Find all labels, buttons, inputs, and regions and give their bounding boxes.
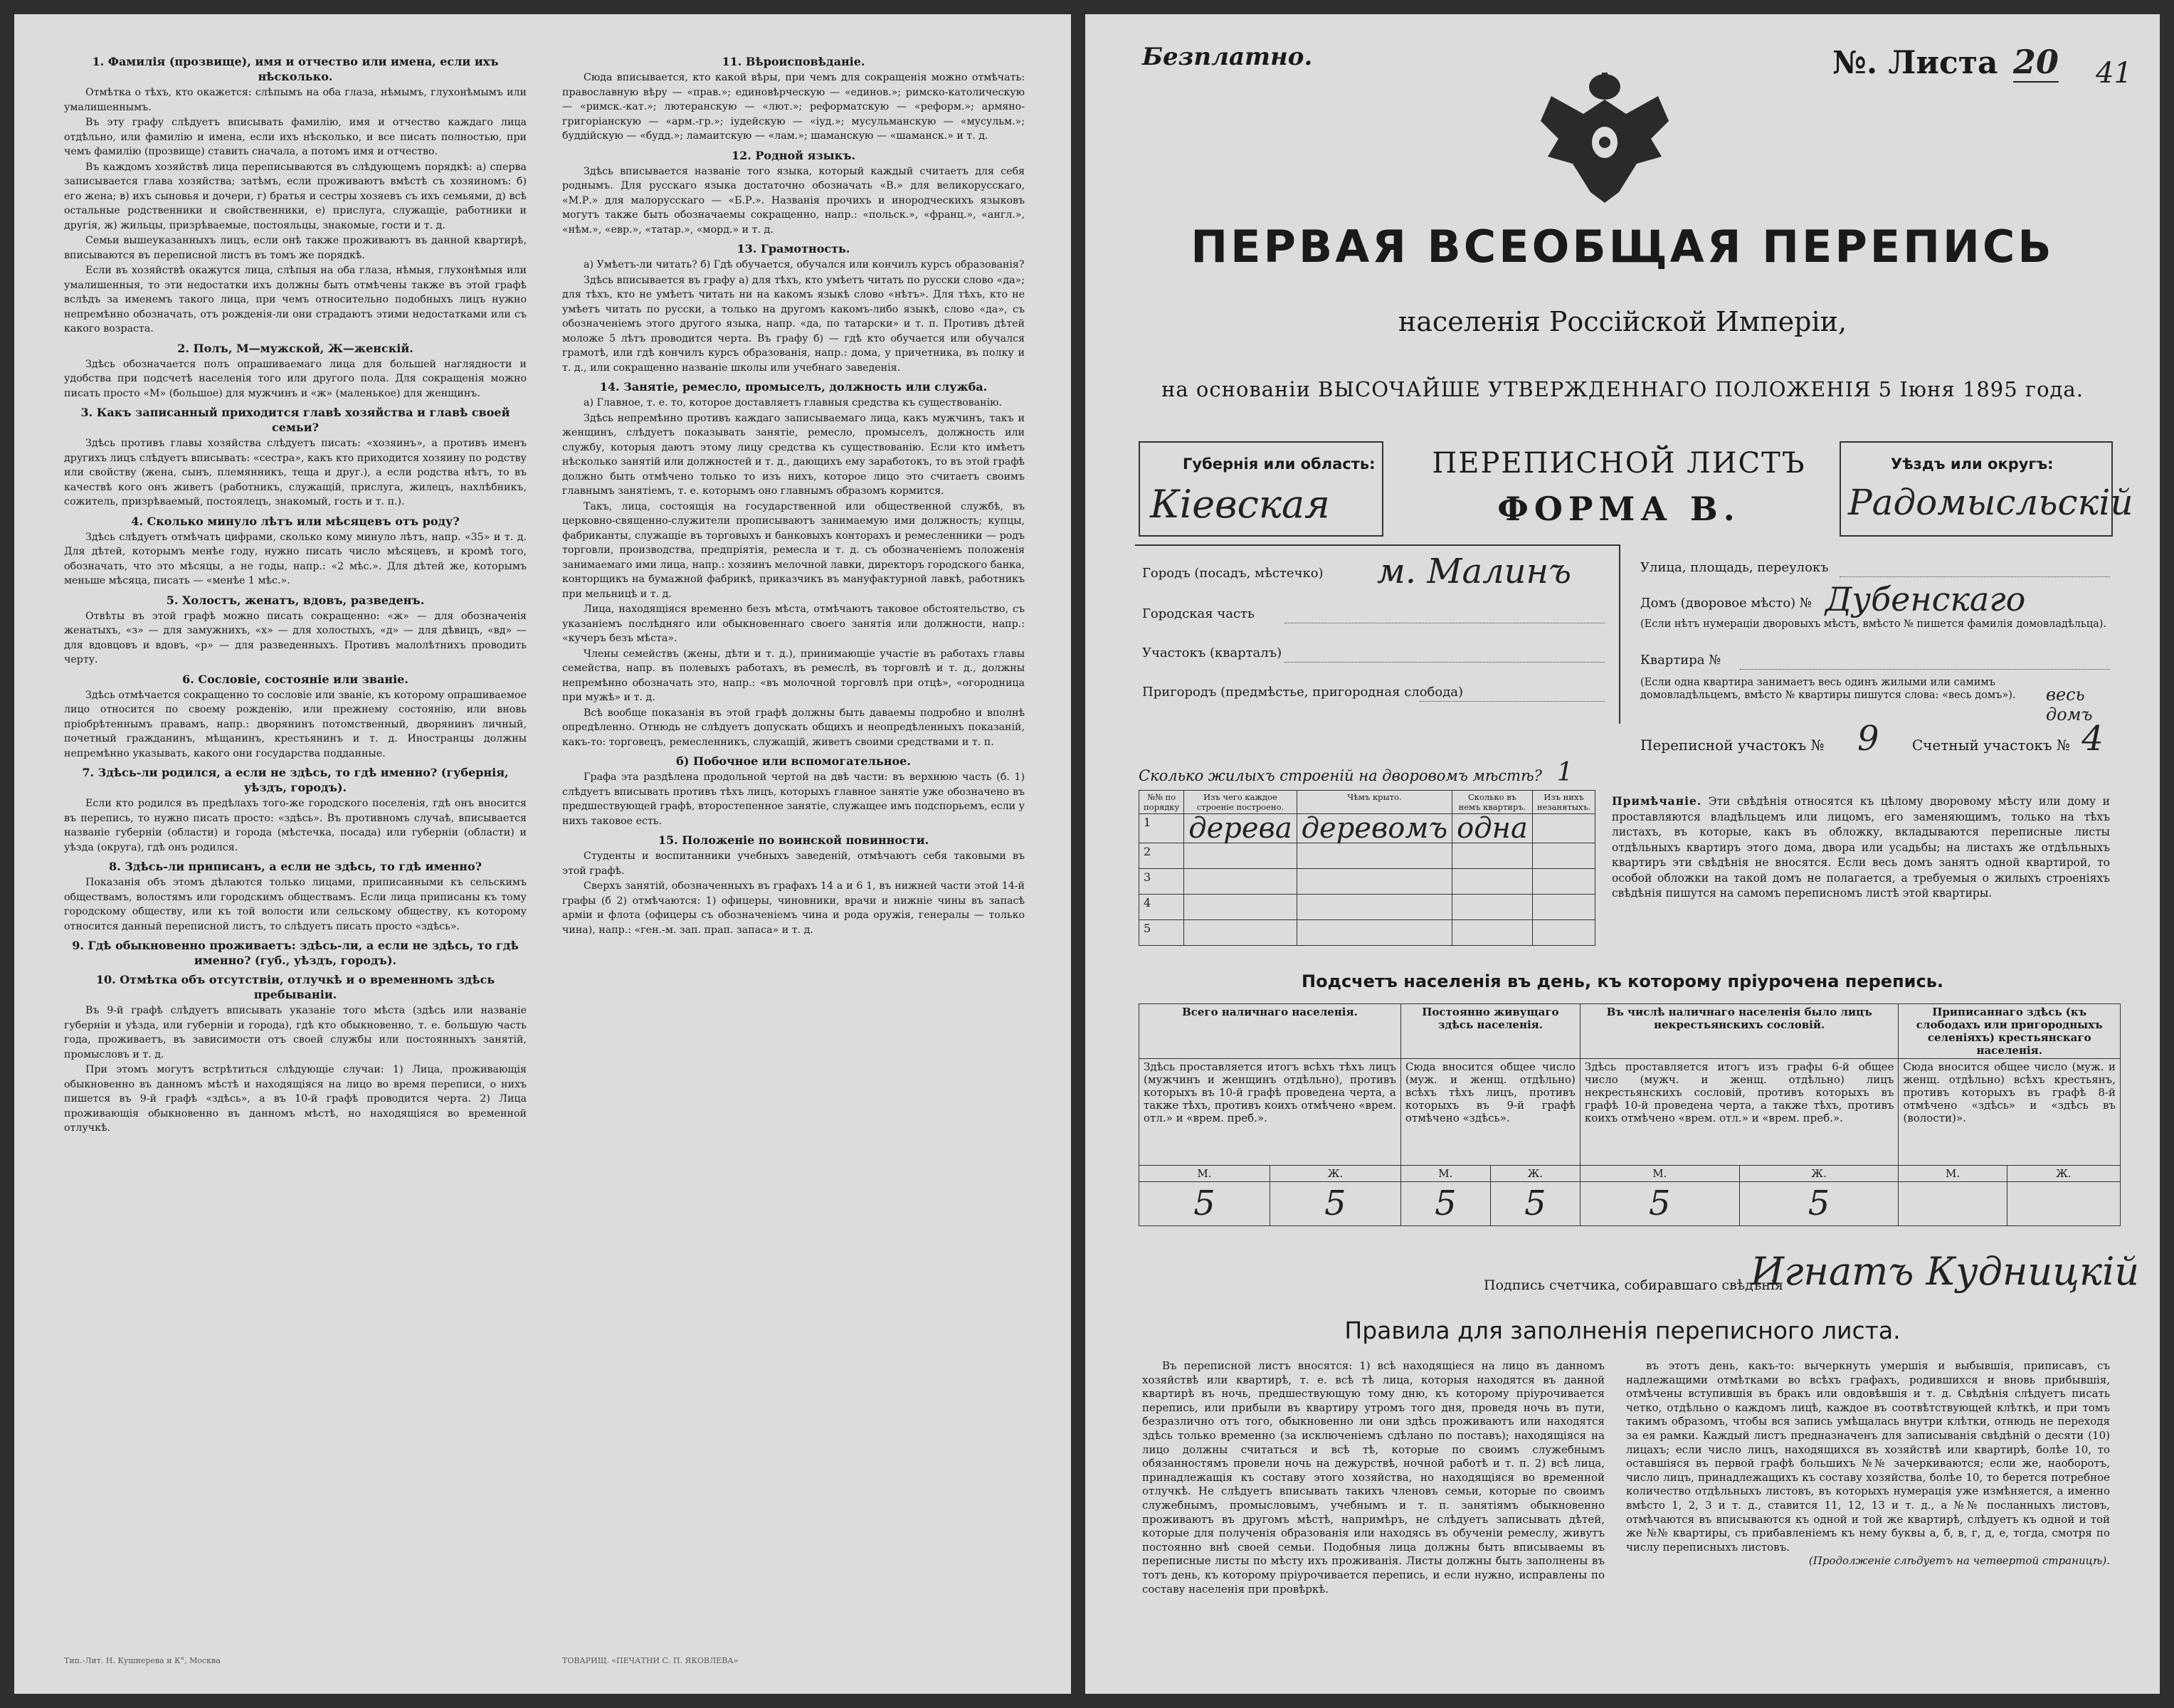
sheet-number-label: №. Листа 20	[1832, 43, 2059, 81]
section-heading: 2. Полъ, М—мужской, Ж—женскій.	[177, 341, 413, 355]
instruction-paragraph: Члены семействъ (жены, дѣти и т. д.), принимающіе участіе въ работахъ главы семейства, напр. въ полевыхъ работахъ, въ ремеслѣ, въ торговлѣ и т. д., должны непремѣнно обозначать это, напр.: «въ молочной торговлѣ при отцѣ», «огородница при мужѣ» и т. д.	[562, 648, 1025, 703]
section-heading: 14. Занятіе, ремесло, промыселъ, должность или служба.	[599, 380, 988, 394]
instruction-paragraph: Графа эта раздѣлена продольной чертой на двѣ части: въ верхнюю часть (б. 1) слѣдуетъ вписывать противъ тѣхъ лицъ, которыхъ главное занятіе уже обозначено въ предшествующей графѣ, второстепенное занятіе, служащее имъ подспорьемъ, если у нихъ таковое есть.	[562, 771, 1025, 827]
count-table-header: Всего наличнаго населенія. Постоянно живущаго здѣсь населенія. Въ числѣ наличнаго населенія было лицъ некрестьянскихъ сословій. Приписаннаго здѣсь (къ слободахъ или пригородныхъ селеніяхъ) крестьянскаго населенія.	[1139, 1004, 2121, 1059]
address-left-block: Городъ (посадъ, мѣстечко) м. Малинъ Городская часть Участокъ (кварталъ) Пригородъ (предмѣстье, пригородная слобода)	[1135, 544, 1620, 724]
instruction-paragraph: Въ эту графу слѣдуетъ вписывать фамилію, имя и отчество каждаго лица отдѣльно, или фамилію и имена, если ихъ нѣсколько, и все писать полностью, при чемъ фамилію (прозвище) ставить сначала, а потомъ имя и отчество.	[64, 117, 527, 157]
form-sheet-title: ПЕРЕПИСНОЙ ЛИСТЪ	[1432, 447, 1806, 480]
province-value: Кіевская	[1150, 482, 1330, 527]
section-heading: 12. Родной языкъ.	[731, 148, 856, 162]
city-value: м. Малинъ	[1377, 552, 1572, 591]
section-heading: 10. Отмѣтка объ отсутствіи, отлучкѣ и о временномъ здѣсь пребываніи.	[95, 973, 495, 1001]
rules-column-2: въ этотъ день, какъ-то: вычеркнуть умершія и выбывшія, приписавъ, съ надлежащими отмѣтками во всѣхъ графахъ, родившихся и вновь прибывшія, отмѣчены вступившія въ бракъ или овдовѣвшія и т. д. Свѣдѣнія слѣдуетъ писать четко, отдѣльно о каждомъ лицѣ, каждое въ соотвѣтствующей клѣткѣ, и при томъ такимъ образомъ, чтобы вся запись умѣщалась внутри клѣтки, отнюдь не переходя за ея рамки. Каждый листъ предназначенъ для записыванія свѣдѣній о десяти (10) лицахъ; если число лицъ, находящихся въ хозяйствѣ или квартирѣ, болѣе 10, то оставшіяся въ первой графѣ большихъ №№ зачеркиваются; если же, наоборотъ, число лицъ, принадлежащихъ къ составу хозяйства, болѣе 10, то берется потребное количество отдѣльныхъ листовъ, въ которыхъ нумерація уже измѣняется, а именно вмѣсто 1, 2, 3 и т. д., ставится 11, 12, 13 и т. д., а №№ посланныхъ листовъ, отмѣчаются въ вписываются къ одной и той же квартирѣ, слѣдуетъ къ одной и той же №№ квартиры, съ прибавленіемъ къ нему буквы а, б, в, г, д, е, тогда, смотря по числу переписныхъ листовъ. (Продолженіе слѣдуетъ на четвертой страницѣ).	[1626, 1359, 2110, 1568]
district-value: Радомысльскій	[1848, 482, 2133, 523]
instruction-paragraph: Здѣсь непремѣнно противъ каждаго записываемаго лица, какъ мужчинъ, такъ и женщинъ, слѣдуетъ показывать занятіе, ремесло, промыселъ, должность или службу, которыя даютъ этому лицу средства къ существованію. Если кто имѣетъ нѣсколько занятій или должностей и т. д., дающихъ ему заработокъ, то въ этой графѣ должно быть отмѣчено только то изъ нихъ, которое лицо это считаетъ своимъ главнымъ занятіемъ, т. е. которымъ оно главнымъ образомъ кормится.	[562, 412, 1025, 497]
signature-label: Подпись счетчика, собиравшаго свѣдѣнія	[1484, 1277, 1783, 1293]
apartment-value: весь домъ	[2046, 685, 2093, 724]
form-subtitle: населенія Россійской Имперіи,	[1398, 306, 1847, 337]
instructions-column-2	[562, 50, 1025, 938]
address-right-block: Улица, площадь, переулокъ Домъ (дворовое мѣсто) № Дубенскаго (Если нѣтъ нумераціи дворовыхъ мѣстъ, вмѣсто № пишется фамилія домовладѣльца). Квартира № (Если одна квартира занимаетъ весь одинъ жилыми или самимъ домовладѣльцемъ, вмѣсто № квартиры пишутся слова: «весь домъ»). весь домъ	[1626, 544, 2117, 758]
sheet-number-value: 20	[2012, 43, 2059, 81]
instruction-paragraph: Студенты и воспитанники учебныхъ заведеній, отмѣчаютъ себя таковыми въ этой графѣ.	[562, 850, 1025, 877]
printer-mark-left: Тип.-Лит. Н. Кушнерева и К°, Москва	[64, 1656, 221, 1665]
buildings-table-header: №№ по порядку Изъ чего каждое строеніе построено. Чѣмъ крыто. Сколько въ немъ квартиръ. Изъ нихъ незанятыхъ.	[1139, 791, 1595, 814]
imperial-eagle-icon	[1534, 71, 1676, 206]
table-row: 3	[1139, 869, 1595, 895]
rules-column-1: Въ переписной листъ вносятся: 1) всѣ находящіеся на лицо въ данномъ хозяйствѣ или квартирѣ, т. е. всѣ тѣ лица, которыя находятся въ данной квартирѣ въ ночь, предшествующую тому дню, къ которому пріурочивается перепись, или прибыли въ квартиру утромъ того дня, проведя ночь въ пути, безразлично отъ того, обыкновенно ли они здѣсь проживаютъ или находятся здѣсь только временно (за исключеніемъ сдѣлано по поставъ); находящіяся на лицо должны считаться и всѣ тѣ, которые по своимъ служебнымъ обязанностямъ провели ночь на дежурствѣ, ночной работѣ и т. п. 2) всѣ лица, принадлежащія къ составу этого хозяйства, но находящіяся во временной отлучкѣ. Не слѣдуетъ вписывать такихъ членовъ семьи, которые по своимъ служебнымъ, промысловымъ, учебнымъ и т. п. занятіямъ обыкновенно проживаютъ въ другомъ мѣстѣ, напримѣръ, не слѣдуетъ записывать дѣтей, которые для полученія образованія или находясь въ обученіи ремеслу, живутъ постоянно внѣ своей семьи. Подобныя лица должны быть вписываемы въ переписные листы по мѣсту ихъ проживанія. Листы должны быть заполнены въ тотъ день, къ которому пріурочивается перепись, и если нужно, исправлены по составу населенія при провѣркѣ.	[1142, 1359, 1605, 1596]
instruction-paragraph: Здѣсь слѣдуетъ отмѣчать цифрами, сколько кому минуло лѣтъ, напр. «35» и т. д. Для дѣтей, которымъ менѣе году, нужно писать число мѣсяцевъ, и кромѣ того, обозначать, что это мѣсяцы, а не годы, напр.: «2 мѣс.». Для дѣтей же, которымъ меньше мѣсяца, писать — «менѣе 1 мѣс.».	[64, 531, 527, 586]
count-table-values: 5 5 5 5 5 5	[1139, 1182, 2121, 1226]
section-heading: 6. Сословіе, состояніе или званіе.	[182, 672, 408, 686]
instruction-paragraph: Всѣ вообще показанія въ этой графѣ должны быть даваемы подробно и вполнѣ опредѣленно. Отнюдь не слѣдуетъ допускать общихъ и неопредѣленныхъ показаній, какъ-то: торговецъ, ремесленникъ, служащій, живетъ своими средствами и т. п.	[562, 707, 1025, 748]
instruction-paragraph: Если кто родился въ предѣлахъ того-же городского поселенія, гдѣ онъ вносится въ перепись, то нужно писать просто: «здѣсь». Въ противномъ случаѣ, вписывается названіе губерніи (области) и города (мѣстечка, посада) или губерніи (области) и уѣзда (округа), гдѣ онъ родился.	[64, 798, 527, 853]
instruction-paragraph: Отмѣтка о тѣхъ, кто окажется: слѣпымъ на оба глаза, нѣмымъ, глухонѣмымъ или умалишеннымъ.	[64, 87, 527, 113]
count-table-sex-header: М. Ж. М. Ж. М. Ж. М. Ж.	[1139, 1166, 2121, 1182]
instruction-paragraph: Сверхъ занятій, обозначенныхъ въ графахъ 14 а и 6 1, въ нижней части этой 14-й графы (б 2) отмѣчаются: 1) офицеры, чиновники, врачи и нижніе чины въ запасѣ арміи и флота (офицеры съ обозначеніемъ чина и рода оружія, генералы — только чина), напр.: «ген.-м. зап. прап. запаса» и т. д.	[562, 880, 1025, 936]
table-row: 2	[1139, 843, 1595, 869]
free-label: Безплатно.	[1142, 43, 1313, 71]
instruction-paragraph: а) Главное, т. е. то, которое доставляетъ главныя средства къ существованію.	[584, 397, 1002, 408]
province-box: Губернія или область: Кіевская	[1139, 441, 1383, 537]
corner-archive-mark: 41	[2096, 57, 2132, 90]
instruction-paragraph: Здѣсь вписывается названіе того языка, который каждый считаетъ для себя роднымъ. Для русскаго языка достаточно обозначать «В.» для великорусскаго, «М.Р.» для малорусскаго — «Б.Р.». Названія прочихъ и инородческихъ языковъ могутъ также быть обозначаемы сокращенно, напр.: «польск.», «франц.», «англ.», «нѣм.», «евр.», «татар.», «морд.» и т. д.	[562, 165, 1025, 236]
instruction-paragraph: Здѣсь вписывается въ графу а) для тѣхъ, кто умѣетъ читать по русски слово «да»; для тѣхъ, кто не умѣетъ читать ни на какомъ языкѣ слово «нѣтъ». Для тѣхъ, кто не умѣетъ читать по русски, а только на другомъ какомъ-либо языкѣ, слово «да», съ обозначеніемъ этого другого языка, напр. «да, по татарски» и т. п. Противъ дѣтей моложе 5 лѣтъ проводится черта. Въ графу б) — гдѣ кто обучается или обучался грамотѣ, или гдѣ кончилъ курсъ образованія, напр.: дома, у причетника, въ полку и т. д., или сокращенно названіе школы или учебнаго заведенія.	[562, 274, 1025, 374]
instruction-paragraph: При этомъ могутъ встрѣтиться слѣдующіе случаи: 1) Лица, проживающія обыкновенно въ данномъ мѣстѣ и находящіяся на лицо во время переписи, о нихъ пишется въ 9-й графѣ «здѣсь», а въ 10-й графѣ проводится черта. 2) Лица проживающія обыкновенно въ данномъ мѣстѣ, но находящіяся во временной отлучкѣ.	[64, 1064, 527, 1134]
section-heading: 15. Положеніе по воинской повинности.	[658, 833, 929, 847]
left-page	[14, 14, 1071, 1694]
buildings-table	[1139, 790, 1595, 946]
instruction-paragraph: Показанія объ этомъ дѣлаются только лицами, приписанными къ сельскимъ обществамъ, волостямъ или городскимъ обществамъ. Если лица приписаны къ тому городскому обществу, или къ той волости или сельскому обществу, къ которому относится данный переписной листъ, то слѣдуетъ писать просто «здѣсь».	[64, 877, 527, 932]
printer-mark-right: ТОВАРИЩ. «ПЕЧАТНИ С. П. ЯКОВЛЕВА»	[562, 1656, 739, 1665]
instruction-paragraph: Лица, находящіяся временно безъ мѣста, отмѣчаютъ таковое обстоятельство, съ указаніемъ послѣдняго или обыкновеннаго своего занятія или должности, напр.: «кучеръ безъ мѣста».	[562, 603, 1025, 644]
instruction-paragraph: Такъ, лица, состоящія на государственной или общественной службѣ, въ церковно-священно-служители прописываютъ занимаемую ими должность; купцы, фабриканты, служащіе въ торговыхъ и банковыхъ конторахъ и ремесленники — родъ торговли, производства, предпріятія, ремесла и т. д. съ обозначеніемъ положенія занимаемаго ими лица, напр.: хозяинъ мелочной лавки, директоръ городского банка, конторщикъ на бумажной фабрикѣ, приказчикъ въ мануфактурной лавкѣ, работникъ при мельницѣ и т. д.	[562, 500, 1025, 600]
table-row: 5	[1139, 920, 1595, 946]
table-row: 4	[1139, 895, 1595, 920]
instruction-paragraph: Сюда вписывается, кто какой вѣры, при чемъ для сокращенія можно отмѣчать: православную вѣру — «прав.»; единовѣрческую — «единов.»; римско-католическую — «римск.-кат.»; лютеранскую — «лют.»; реформатскую — «реформ.»; армяно-григоріанскую — «арм.-гр.»; іудейскую — «іуд.»; мусульманскую — «мусульм.»; буддійскую — «будд.»; ламаитскую — «лам.»; шаманскую — «шаманск.» и т. д.	[562, 72, 1025, 142]
rules-title: Правила для заполненія переписного листа.	[1344, 1317, 1901, 1344]
instruction-paragraph: Семьи вышеуказанныхъ лицъ, если онѣ также проживаютъ въ данной квартирѣ, вписываются въ переписной листъ въ томъ же порядкѣ.	[64, 235, 527, 261]
section-heading: б) Побочное или вспомогательное.	[676, 754, 911, 768]
enumerator-signature: Игнатъ Кудницкій	[1751, 1249, 2140, 1294]
population-count-table	[1139, 1003, 2121, 1226]
instruction-paragraph: Здѣсь противъ главы хозяйства слѣдуетъ писать: «хозяинъ», а противъ именъ другихъ лицъ слѣдуетъ вписывать: «сестра», какъ кто приходится хозяину по родству или свойству (жена, сынъ, племянникъ, теща и друг.), а если родства нѣтъ, то въ качествѣ кого онъ живетъ (работникъ, служащій, прислуга, жилецъ, нахлѣбникъ, сожитель, призрѣваемый, постоялецъ, знакомый, гость и т. п.).	[64, 438, 527, 507]
instruction-paragraph: Здѣсь отмѣчается сокращенно то сословіе или званіе, къ которому опрашиваемое лицо относится по своему рожденію, или прежнему состоянію, или вновь пріобрѣтеннымъ правамъ, напр.: дворянинъ потомственный, дворянинъ личный, почетный гражданинъ, мѣщанинъ, крестьянинъ и т. д. Иностранцы должны непремѣнно указывать, какого они государства подданные.	[64, 689, 527, 759]
count-table-desc: Здѣсь проставляется итогъ всѣхъ тѣхъ лицъ (мужчинъ и женщинъ отдѣльно), противъ которыхъ въ 10-й графѣ проведена черта, а также тѣхъ, противъ коихъ отмѣчено «врем. отл.» и «врем. преб.». Сюда вносится общее число (муж. и женщ. отдѣльно) всѣхъ тѣхъ лицъ, противъ которыхъ въ 9-й графѣ отмѣчено «здѣсь». Здѣсь проставляется итогъ изъ графы 6-й общее число (мужч. и женщ. отдѣльно) лицъ некрестьянскихъ сословій, противъ которыхъ въ графѣ 10-й проведена черта, а также тѣхъ, противъ коихъ отмѣчено «врем. отл.» и «врем. преб.». Сюда вносится общее число (муж. и женщ. отдѣльно) всѣхъ крестьянъ, противъ которыхъ въ графѣ 8-й отмѣчено «здѣсь» и «здѣсь въ (волости)».	[1139, 1059, 2121, 1166]
form-basis: на основаніи ВЫСОЧАЙШЕ УТВЕРЖДЕННАГО ПОЛОЖЕНІЯ 5 Іюня 1895 года.	[1161, 377, 2084, 401]
section-heading: 7. Здѣсь-ли родился, а если не здѣсь, то гдѣ именно? (губернія, уѣздъ, городъ).	[82, 766, 509, 794]
section-heading: 9. Гдѣ обыкновенно проживаетъ: здѣсь-ли, а если не здѣсь, то гдѣ именно? (губ., уѣздъ, городъ).	[72, 939, 519, 967]
buildings-note: Примѣчаніе. Эти свѣдѣнія относятся къ цѣлому дворовому мѣсту или дому и проставляются владѣльцемъ или лицомъ, его заменяющимъ, только на тѣхъ листахъ, въ которые, какъ въ обложку, вкладываются переписные листы отдѣльныхъ квартиръ этого дома, двора или усадьбы; на листахъ же отдѣльныхъ квартиръ эти свѣдѣнія не вносятся. Если весь домъ занятъ одной квартирой, то особой обложки на такой домъ не полагается, а требуемыя о жилыхъ строеніяхъ свѣдѣнія пишутся на самомъ переписномъ листѣ этой квартиры.	[1612, 794, 2110, 900]
section-heading: 4. Сколько минуло лѣтъ или мѣсяцевъ отъ роду?	[131, 514, 460, 528]
section-heading: 8. Здѣсь-ли приписанъ, а если не здѣсь, то гдѣ именно?	[108, 860, 482, 873]
instruction-paragraph: а) Умѣетъ-ли читать? б) Гдѣ обучается, обучался или кончилъ курсъ образованія?	[584, 259, 1025, 270]
district-box: Уѣздъ или округъ: Радомысльскій	[1840, 441, 2113, 537]
census-form-page	[1085, 14, 2160, 1694]
section-heading: 13. Грамотность.	[737, 242, 850, 255]
count-title: Подсчетъ населенія въ день, къ которому пріурочена перепись.	[1302, 971, 1943, 991]
census-area: Переписной участокъ № 9 Счетный участокъ № 4	[1640, 719, 2104, 759]
section-heading: 1. Фамилія (прозвище), имя и отчество или имена, если ихъ нѣсколько.	[92, 55, 499, 83]
instruction-paragraph: Если въ хозяйствѣ окажутся лица, слѣпыя на оба глаза, нѣмыя, глухонѣмыя или умалишенныя, то эти недостатки ихъ должны быть отмѣчены также въ этой графѣ вслѣдъ за именемъ такого лица, при чемъ относительно подобныхъ лицъ нужно непремѣнно обозначать, отъ рожденія-ли они страдаютъ этими недостатками или съ какого возраста.	[64, 265, 527, 334]
instruction-paragraph: Въ 9-й графѣ слѣдуетъ вписывать указаніе того мѣста (здѣсь или названіе губерніи и уѣзда, или губерніи и города), гдѣ кто обыкновенно, т. е. большую часть года, проживаетъ, въ зависимости отъ своей службы или постоянныхъ занятій, промысловъ и т. д.	[64, 1005, 527, 1060]
section-heading: 11. Вѣроисповѣданіе.	[722, 55, 865, 68]
form-title: ПЕРВАЯ ВСЕОБЩАЯ ПЕРЕПИСЬ	[1191, 221, 2054, 273]
buildings-question: Сколько жилыхъ строеній на дворовомъ мѣстѣ? 1	[1139, 758, 1573, 787]
instruction-paragraph: Въ каждомъ хозяйствѣ лица переписываются въ слѣдующемъ порядкѣ: а) сперва записывается глава хозяйства; затѣмъ, если проживаютъ вмѣстѣ съ хозяиномъ: б) его жена; в) ихъ сыновья и дочери, г) братья и сестры хозяевъ съ ихъ семьями, д) всѣ остальные родственники и свойственники, е) прислуга, служащіе, работники и другія, ж) жильцы, призрѣваемые, постояльцы, знакомые, гости и т. д.	[64, 161, 527, 231]
form-type: ФОРМА В.	[1497, 490, 1741, 528]
house-value: Дубенскаго	[1825, 580, 2026, 618]
instructions-column-1	[64, 50, 527, 1137]
instruction-paragraph: Отвѣты въ этой графѣ можно писать сокращенно: «ж» — для обозначенія женатыхъ, «з» — для замужнихъ, «х» — для холостыхъ, «д» — для дѣвицъ, «вд» — для вдовцовъ и вдовъ, «р» — для разведенныхъ. Противъ малолѣтнихъ проводить черту.	[64, 610, 527, 665]
section-heading: 3. Какъ записанный приходится главѣ хозяйства и главѣ своей семьи?	[80, 406, 510, 434]
instruction-paragraph: Здѣсь обозначается полъ опрашиваемаго лица для большей наглядности и удобства при подсчетѣ населенія того или другого пола. Для сокращенія можно писать просто «М» (большое) для мужчинъ и «ж» (маленькое) для женщинъ.	[64, 358, 527, 399]
section-heading: 5. Холостъ, женатъ, вдовъ, разведенъ.	[166, 593, 425, 607]
table-row: 1 дерева деревомъ одна	[1139, 814, 1595, 843]
